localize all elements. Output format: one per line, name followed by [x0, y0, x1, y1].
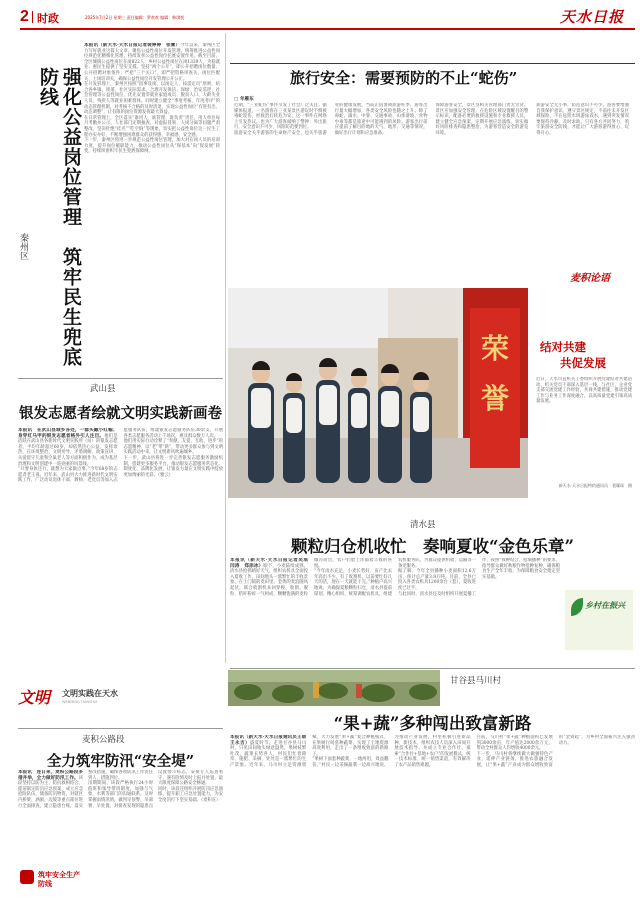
masthead-rule	[20, 28, 635, 30]
column-article	[230, 33, 635, 293]
story1-county: 秦州区	[18, 233, 28, 260]
forum-label	[570, 263, 630, 291]
story1-para3: 在日常管理上，全区落实“谁用人、谁管理、谁负责”责任，用人单位每月考勤并公示，人社部门定期抽查，对虚报冒领、人岗分离等问题严肃整改，坚决杜绝“挂名”“吃空饷”等现象，切实把公益性岗位这一民生工程办实办好，不断增强困难群众的获得感、幸福感、安全感。	[84, 115, 220, 138]
story1-para1: 今年以来，秦州区全力写好就业这篇大文章，聚焦公益性岗位开发管理，统筹推进公益性岗位规范化精细化管理，持续发挥公益性岗位托底安置作用。截至目前，全区城镇公益性岗位在岗822人、乡村公益性岗位在岗1339人，为稳就业、惠民生提供了坚实支撑。坚持“两个公开”，即公开招聘岗位数量、公开招聘对象条件；严把“三个关口”，即严把资格审查关、岗位匹配关、上岗培训关，确保公益性岗位开发管理公开公正。	[84, 43, 220, 82]
story4-dateline: 本报讯（新天水·天水日报记者吴琪 闫涛 郑添冰）	[230, 558, 313, 569]
photo1-credit: 新天水·天水日报特约通讯员 裴耀琛 摄	[558, 483, 632, 488]
column-para3: 保障游客安全，景区及相关管理部门责无旁贷。景区应加强安全管理，在危险区域设置醒目的警示标识，配备必要的救援设施和专业救援人员，建立健全应急预案，定期开展应急演练，切实做好风险排查和隐患整治，为游客营造安全的游览环境。	[435, 103, 529, 136]
story3-headline: 全力筑牢防汛“安全堤”	[46, 753, 195, 770]
section-divider	[32, 11, 33, 23]
column-para2: 旅游安全关乎游客的生命财产安全，也关乎旅游业的健康发展。当前正值暑期旅游旺季，游客出行量大幅增加，各类安全风险也随之上升。除了毒蛇，溺水、中暑、交通事故、山体滑坡、食物中毒等都是旅途中可能遇到的风险。游客出行前应提前了解目的地的天气、地形、交通等情况，做好出行计划和应急准备。	[234, 103, 428, 136]
masthead	[0, 0, 640, 30]
story3-para3: 同时，该段还组织开展防汛应急演练，提升职工应急处置能力，为安全度汛打下坚实基础。	[158, 786, 223, 803]
column-divider	[225, 33, 226, 663]
promo2-label-box	[565, 590, 633, 650]
forum-label-text: 麦积论语	[570, 273, 610, 284]
story1-headline: 强化公益岗位管理 筑牢民生兜底防线	[37, 67, 82, 367]
promo-title: 文明实践在天水	[62, 688, 118, 698]
story4-body	[230, 558, 560, 658]
shield-icon	[20, 870, 34, 884]
photo-village-field	[228, 670, 440, 706]
story5-county: 甘谷县马川村	[450, 676, 502, 686]
story4-county: 清水县	[410, 520, 436, 530]
promo-subtitle: WENMING TIANSHUI	[62, 700, 98, 704]
photo-party-building	[228, 288, 528, 498]
story1-body	[84, 43, 220, 376]
story2-para1: 他们是活跃在武山县各新时代文明实践所（站）的银发志愿者，平均年龄超过60岁，却依然热心公益、发挥余热，在环境整治、文明劝导、矛盾调解、政策宣讲、关爱留守儿童和空巢老人等方面积极作为，成为基层治理和文明创建中一道亮丽的风景线。	[18, 433, 118, 467]
story2-source: （雅云）	[157, 472, 173, 478]
story3	[18, 728, 223, 918]
photo-party-scene	[228, 288, 528, 498]
leaf-icon	[571, 598, 583, 616]
photo-field-scene	[228, 670, 440, 706]
story5-body	[230, 735, 635, 915]
column-headline: 旅行安全：需要预防的不止“蛇伤”	[290, 69, 518, 87]
story4-para1: 眼下，小麦陆续成熟，清水县抢抓晴好天气，组织农机具全面投入夏收工作，田间地头一派繁忙的丰收景象。在土门镇的麦田里，金黄的麦浪随风起伏，联合收割机来回穿梭，收割、脱粒、秸秆粉碎一气呵成，颗颗饱满的麦粒倾泻而出，农户们脸上洋溢着丰收的喜悦。	[230, 558, 392, 597]
story2-body	[18, 428, 223, 694]
story3-source: （麦积宣）	[200, 797, 221, 803]
story5-headline: “果+蔬”多种闯出致富新路	[333, 714, 532, 733]
story3-para1: 该段坚持以防为主、防抗救相结合，提前制定防汛应急预案，成立应急抢险队伍，储备防汛物资，对辖区内桥梁、涵洞、边坡等重点部位进行全面排查，建立隐患台账，落实整改措施，确保各项防汛工作责任到人、措施到位。	[18, 770, 153, 809]
story4-para4: 与此同时，清水县还及时组织开展夏播工作，按照“收种结合、抢墒播种”的要求，指导群众做好秋粮作物抢种复种，确保粮食生产全年丰收，为保障粮食安全奠定坚实基础。	[398, 558, 560, 597]
story2-para4: 下一步，武山县将进一步完善银发志愿服务激励机制，搭建更多服务平台，推动银发志愿服务常态化、制度化、品牌化发展，让银发力量在文明实践中绽放更加绚丽的光彩。	[123, 455, 223, 478]
story2-para3: 他们用实际行动诠释了“奉献、友爱、互助、进步”的志愿精神，以“老”带“新”，带动更多群众参与到文明实践活动中来，让文明新风吹遍城乡。	[123, 439, 223, 456]
story3-sidebar-text: 筑牢安全生产防线	[38, 870, 80, 888]
story3-top-rule	[18, 728, 223, 729]
story5-para4: 下一步，马川村将继续做大做强特色产业，延伸产业链条，推进农旅融合发展，让“果+蔬”产业成为群众增收致富的“金钥匙”，为乡村全面振兴注入强劲动力。	[476, 735, 635, 768]
svg-text:荣: 荣	[480, 332, 510, 365]
story4-headline: 颗粒归仓机收忙 奏响夏收“金色乐章”	[291, 537, 574, 556]
story3-para2: 汛期期间，该段严格执行24小时值班和领导带班制度，加强与气象、水利等部门的沟通联系，及时掌握雨情汛情，做到早预警、早部署、早处置。对排查发现的隐患点设置警示标志，安排专人巡查看守，遇有险情及时上报并处置，最大限度保障公路安全畅通。	[88, 770, 223, 809]
story2-dateline: 本报讯 在武山县城乡各处，一群头戴小红帽、身穿红马甲的银发志愿者格外引人注目。	[18, 428, 118, 439]
svg-text:誉: 誉	[480, 382, 510, 415]
story1	[18, 33, 223, 373]
photo1-banner-line1: 结对共建	[540, 340, 586, 354]
photo1-banner-line2: 共促发展	[560, 356, 606, 370]
column-para1: 近期，“三亚蛇伤”事件引发了社会广泛关注。据媒体报道，一名游客在三亚某景区游玩时不慎被毒蛇咬伤，经救治后转危为安。这一事件在网络上引发热议，也为广大游客敲响了警钟：外出旅行，安全意识不可少，风险防范要到位。	[234, 103, 327, 131]
story2-county: 武山县	[90, 384, 116, 394]
story5-top-rule	[230, 668, 635, 669]
page-number: 2	[20, 8, 29, 25]
column-box-border	[230, 63, 635, 64]
column-body	[234, 103, 629, 275]
promo-logo	[18, 685, 58, 707]
story4-para3: 据了解，今年全县播种小麦面积12.6万亩，预计总产量3.8万吨。目前，全县已投入各类农机具1200余台（套），夏收进度已过半。	[398, 569, 476, 591]
info-line: 2025年7月2日 星期三 责任编辑：罗欢欢 编辑：韩琪悦	[85, 15, 185, 20]
story4-para2: “今年雨水充足，小麦长势好，亩产比去年高出不少。有了收割机，以前要忙好几天的活，现在一天就能干完。”种植户高兴地说。为确保夏粮颗粒归仓，清水县提前谋划、精心组织，统筹调配农机具，组建农机服务队，为群众提供机收、运输等一条龙服务。	[314, 558, 476, 597]
photo1-caption-box	[530, 335, 635, 505]
column-author: □ 年雁东	[234, 97, 254, 102]
story1-para2: 在开发管理上，秦州区按照“因事设岗、以岗定人、按需定员”原则，结合各乡镇、街道、社区实际需求，合理开发保洁、保绿、治安巡逻、社会管理等公益性岗位，优先安置零就业家庭成员、脱贫人口、大龄失业人员、残疾人等就业困难群体。同时建立健全“季度考核、年度考评”的动态管理机制，对考核不合格的及时清退，实现公益性岗位“有进有出、动态调整”，让有限的岗位资源发挥最大效益。	[84, 82, 220, 116]
story1-para4: 下一步，秦州区将进一步规范公益性岗位管理，加大对在岗人员的培训力度，提升岗位履职能力，推动公益性岗位从“保基本”向“促发展”转变，持续织密织牢民生兜底保障网。	[84, 138, 220, 155]
story2-top-rule	[18, 378, 223, 379]
story2-para2: “只要身体还行，就想为大家做点事。”今年68岁的志愿者老王说。近年来，武山县大力推进新时代文明实践工作，广泛动员退休干部、教师、老党员等加入志愿服务队伍，组建银发志愿服务队伍30余支，开展各类志愿服务活动上千场次，惠及群众数万人次。	[18, 428, 223, 484]
story1-dateline: 本报讯（新天水·天水日报记者裴婷婷 张蕾）	[84, 43, 181, 48]
story5-para2: “果树下面套种蔬菜，一地两用，效益翻倍。”村民一边采摘蔬菜一边高兴地说。为推动产业发展，村里积极引进新品种、新技术，组织农技人员深入田间开展技术指导，并成立专业合作社，探索“合作社+基地+农户”的发展模式，统一技术标准、统一销售渠道，有效解决了农产品销售难题。	[312, 735, 471, 768]
promo2-label-text: 乡村在振兴	[585, 600, 625, 610]
paper-name-logo: 天水日报	[560, 8, 625, 26]
promo-logo-glyph: 文明	[18, 688, 51, 707]
column-para4: 旅游安全无小事，防范意识不可少。游客要增强自我保护意识，遵守景区规定，不前往未开发区域探险，不在危险水域游泳戏水，遇到突发情况要保持冷静，及时求助。只有各方共同努力，筑牢旅游安全防线，才能让广大游客游得放心、玩得开心。	[536, 103, 629, 136]
story2	[18, 378, 223, 678]
story2-headline: 银发志愿者绘就文明实践新画卷	[19, 405, 222, 422]
story5-para3: 目前，马川村“果+蔬”种植面积已发展到3000余亩，年产值达2000余万元，带动全村群众人均增收4000余元。	[476, 735, 553, 752]
section-name: 时政	[37, 12, 59, 25]
story4	[230, 500, 635, 665]
story5-dateline: 本报讯（新天水·天水日报通讯员王碧 王永吉）	[230, 735, 311, 746]
story3-county: 麦积公路段	[82, 735, 125, 745]
photo1-caption-text: 近日，天水市直机关工委组织开展党建结对共建活动，机关党员干部深入基层一线，与社区、企业党支部交流党建工作经验，共商共建措施，推动党建工作与业务工作深度融合，以高质量党建引领高质量发展。	[536, 377, 632, 405]
story3-sidebar-label	[18, 866, 86, 908]
story3-dateline: 本报讯 连日来，麦积公路段多措并举，全力做好防汛工作。	[18, 770, 83, 781]
promo-box	[18, 683, 128, 709]
story5-para1: 盛夏时节，走进甘谷县马川村，只见田间地头绿意盎然，果树枝繁叶茂，蔬菜长势喜人，村民们忙着除草、施肥、采摘，处处是一派繁忙的生产景象。近年来，马川村立足资源禀赋，大力发展“果+蔬”复合种植模式，在果树行间套种蔬菜，实现了土地资源高效利用，走出了一条增收致富的新路子。	[230, 735, 389, 768]
